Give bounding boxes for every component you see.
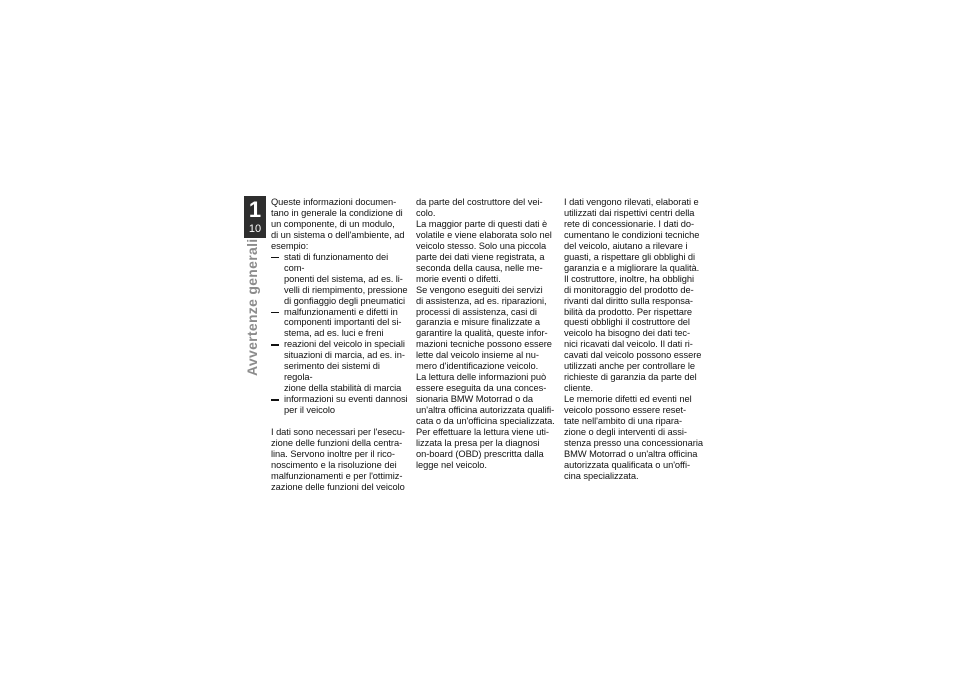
page-number: 10 [248, 223, 262, 235]
list-item: reazioni del veicolo in speciali situazioni di marcia, ad es. in- serimento dei sistemi di regola- zione della stabilità di marcia [271, 339, 411, 394]
text-column-2 [416, 197, 556, 471]
paragraph: I dati vengono rilevati, elaborati e utilizzati dai rispettivi centri della rete di concessionarie. I dati do- cumentano le condizioni tecniche del veicolo, aiutano a rilevare i guasti, a rispettare gli obblighi di garanzia e a migliorare la qualità. Il costruttore, inoltre, ha obblighi di monitoraggio del prodotto de- rivanti dal diritto sulla responsa- bilità da prodotto. Per rispettare questi obblighi il costruttore del veicolo ha bisogno dei dati tec- nici ricavati dal veicolo. Il dati ri- cavati dal veicolo possono essere utilizzati anche per controllare le richieste di garanzia da parte del cliente. Le memorie difetti ed eventi nel veicolo possono essere reset- tate nell'ambito di una ripara- zione o degli interventi di assi- stenza presso una concessionaria BMW Motorrad o un'altra officina autorizzata qualificata o un'offi- cina specializzata. [564, 197, 703, 481]
text-column-1 [271, 197, 411, 493]
paragraph: da parte del costruttore del vei- colo. La maggior parte di questi dati è volatile e viene elaborata solo nel veicolo stesso. Solo una piccola parte dei dati viene registrata, a seconda della causa, nelle me- morie eventi o difetti. Se vengono eseguiti dei servizi di assistenza, ad es. riparazioni, processi di assistenza, casi di garanzia e misure finalizzate a garantire la qualità, queste infor- mazioni tecniche possono essere lette dal veicolo insieme al nu- mero d'identificazione veicolo. La lettura delle informazioni può essere eseguita da una conces- sionaria BMW Motorrad o da un'altra officina autorizzata qualifi- cata o da un'officina specializzata. Per effettuare la lettura viene uti- lizzata la presa per la diagnosi on-board (OBD) prescritta dalla legge nel veicolo. [416, 197, 555, 470]
intro-paragraph: Queste informazioni documen- tano in generale la condizione di un componente, di un modulo, di un sistema o dell'ambiente, ad esempio: [271, 197, 405, 251]
list-item: malfunzionamenti e difetti in componenti importanti del si- stema, ad es. luci e freni [271, 307, 411, 340]
chapter-badge [244, 196, 266, 238]
list-item: stati di funzionamento dei com- ponenti del sistema, ad es. li- velli di riempimento, pressione di gonfiaggio degli pneumatici [271, 252, 411, 307]
list-item: informazioni su eventi dannosi per il veicolo [271, 394, 411, 416]
chapter-number: 1 [248, 197, 262, 222]
text-column-3 [564, 197, 704, 482]
paragraph: I dati sono necessari per l'esecu- zione delle funzioni della centra- lina. Servono inoltre per il rico- noscimento e la risoluzione dei malfunzionamenti e per l'ottimiz- zazione delle funzioni del veicolo [271, 427, 405, 492]
chapter-title: Avvertenze generali [244, 238, 260, 376]
dash-list [271, 252, 411, 416]
